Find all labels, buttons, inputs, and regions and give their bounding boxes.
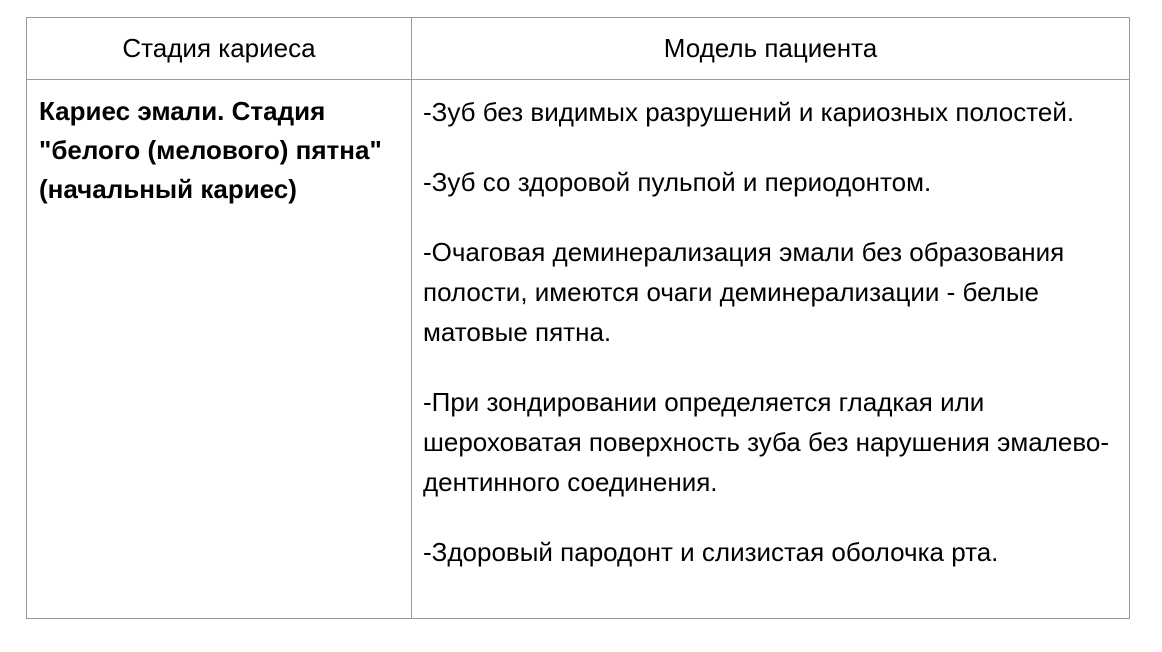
caries-table [26, 17, 1130, 619]
model-item: -Здоровый пародонт и слизистая оболочка рта. [423, 537, 999, 567]
header-divider [27, 79, 1129, 80]
header-patient-model: Модель пациента [663, 33, 878, 63]
model-item: -Зуб без видимых разрушений и кариозных полостей. [423, 97, 1075, 127]
model-item: -Очаговая деминерализация эмали без образования полости, имеются очаги деминерализации - белые матовые пятна. [423, 237, 1065, 347]
header-stage: Стадия кариеса [122, 33, 316, 63]
stage-cell: Кариес эмали. Стадия "белого (мелового) пятна" (начальный кариес) [39, 96, 382, 204]
model-item: -При зондировании определяется гладкая или шероховатая поверхность зуба без нарушения эмалево-дентинного соединения. [423, 387, 1109, 497]
patient-model-cell [423, 92, 1123, 602]
column-divider [411, 18, 412, 618]
model-item: -Зуб со здоровой пульпой и периодонтом. [423, 167, 932, 197]
